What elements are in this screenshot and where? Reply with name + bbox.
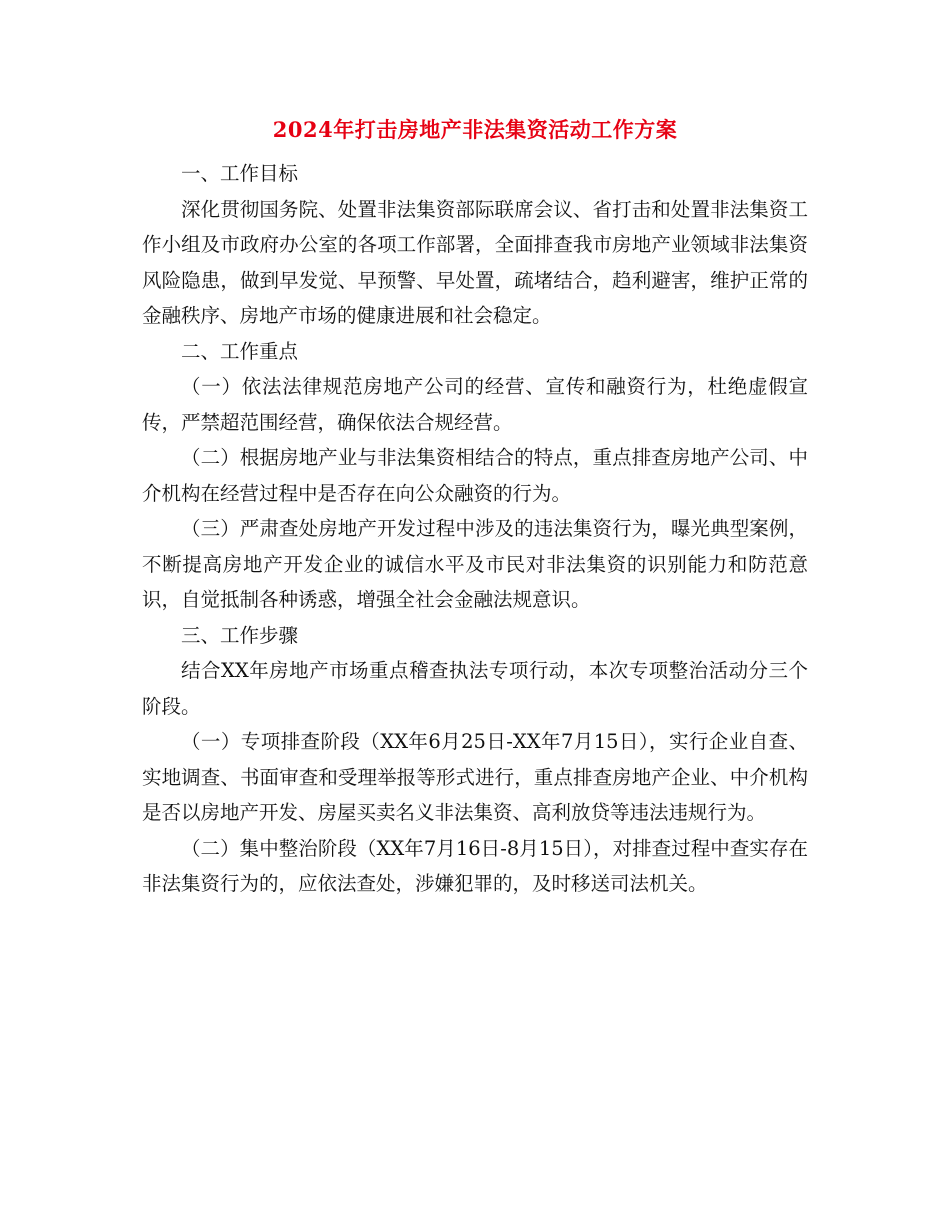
paragraph-focus-3: （三）严肃查处房地产开发过程中涉及的违法集资行为，曝光典型案例，不断提高房地产开发企业的诚信水平及市民对非法集资的识别能力和防范意识，自觉抵制各种诱惑，增强全社会金融法规意识。 xyxy=(142,517,808,611)
paragraph-focus-1: （一）依法法律规范房地产公司的经营、宣传和融资行为，杜绝虚假宣传，严禁超范围经营，确保依法合规经营。 xyxy=(142,375,808,434)
heading-work-steps: 三、工作步骤 xyxy=(181,623,299,647)
document-body xyxy=(142,156,808,902)
paragraph-work-goal: 深化贯彻国务院、处置非法集资部际联席会议、省打击和处置非法集资工作小组及市政府办公室的各项工作部署，全面排查我市房地产业领域非法集资风险隐患，做到早发觉、早预警、早处置，疏堵结合，趋利避害，维护正常的金融秩序、房地产市场的健康进展和社会稳定。 xyxy=(142,197,808,327)
heading-work-focus: 二、工作重点 xyxy=(181,339,299,363)
paragraph-step-2: （二）集中整治阶段（XX年7月16日-8月15日），对排查过程中查实存在非法集资行为的，应依法查处，涉嫌犯罪的，及时移送司法机关。 xyxy=(142,836,808,895)
paragraph-focus-2: （二）根据房地产业与非法集资相结合的特点，重点排查房地产公司、中介机构在经营过程中是否存在向公众融资的行为。 xyxy=(142,446,808,505)
paragraph-steps-intro: 结合XX年房地产市场重点稽查执法专项行动，本次专项整治活动分三个阶段。 xyxy=(142,659,808,718)
document-title: 2024年打击房地产非法集资活动工作方案 xyxy=(272,117,678,142)
paragraph-step-1: （一）专项排查阶段（XX年6月25日-XX年7月15日），实行企业自查、实地调查、书面审查和受理举报等形式进行，重点排查房地产企业、中介机构是否以房地产开发、房屋买卖名义非法集资、高利放贷等违法违规行为。 xyxy=(142,730,808,824)
heading-work-goal: 一、工作目标 xyxy=(181,162,299,185)
